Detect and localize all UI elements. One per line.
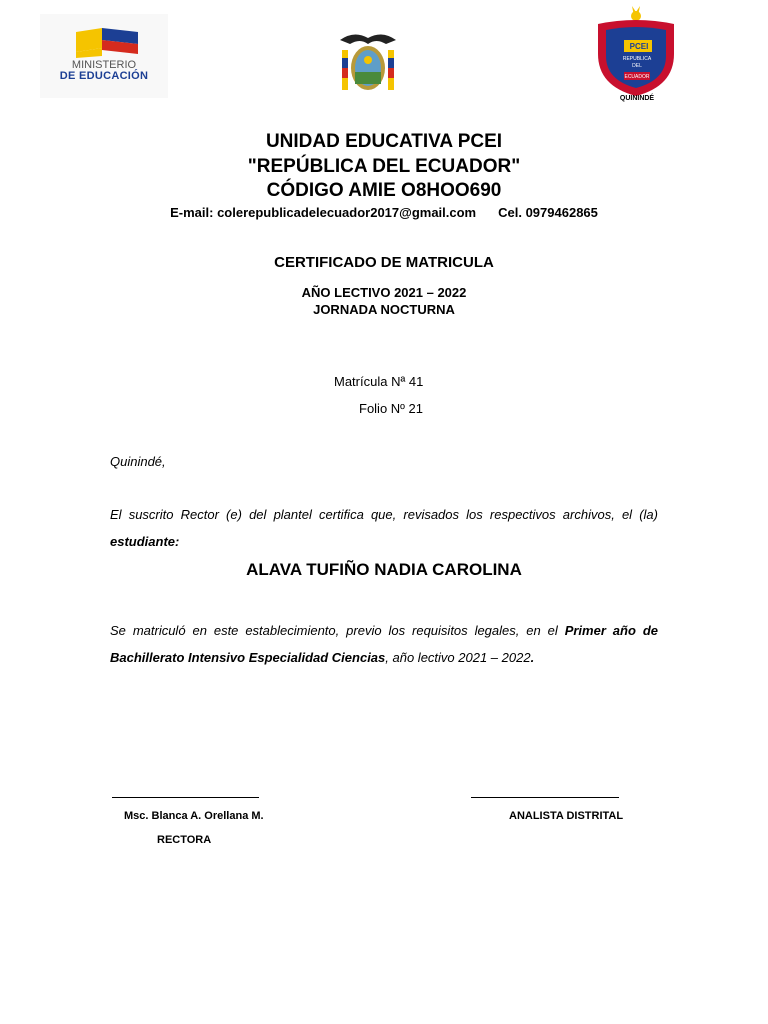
shift: JORNADA NOCTURNA bbox=[313, 302, 455, 317]
analyst-role: ANALISTA DISTRITAL bbox=[509, 810, 624, 822]
pcei-badge-sub3: ECUADOR bbox=[624, 74, 650, 80]
enrolled-prefix: Se matriculó en este establecimiento, previo los requisitos legales, en el bbox=[110, 623, 565, 638]
pcei-badge-sub2: DEL bbox=[632, 63, 642, 69]
school-name: UNIDAD EDUCATIVA PCEI bbox=[265, 131, 503, 152]
analyst-signature-line bbox=[471, 797, 619, 798]
ministerio-line1: MINISTERIO bbox=[71, 59, 137, 71]
certificate-title: CERTIFICADO DE MATRICULA bbox=[274, 254, 494, 271]
pcei-badge-label: PCEI bbox=[629, 42, 649, 51]
ministerio-flag-icon bbox=[40, 14, 168, 98]
pcei-badge-caption: QUININDÉ bbox=[619, 95, 655, 102]
enrolled-end: . bbox=[530, 650, 535, 665]
coat-of-arms-icon bbox=[336, 28, 400, 100]
amie-code: CÓDIGO AMIE O8HOO690 bbox=[266, 180, 502, 201]
intro-paragraph bbox=[110, 501, 658, 555]
enrolled-level: Primer año de Bachillerato Intensivo Especialidad Ciencias bbox=[110, 623, 659, 665]
rector-role: RECTORA bbox=[157, 834, 212, 846]
ministerio-line2: DE EDUCACIÓN bbox=[59, 70, 149, 82]
enrollment-paragraph bbox=[110, 617, 658, 671]
enrolled-suffix: , año lectivo 2021 – 2022 bbox=[385, 650, 531, 665]
student-name: ALAVA TUFIÑO NADIA CAROLINA bbox=[246, 560, 522, 579]
rector-signature-line bbox=[112, 797, 259, 798]
school-year: AÑO LECTIVO 2021 – 2022 bbox=[301, 285, 467, 300]
ministerio-educacion-logo bbox=[40, 14, 168, 98]
pcei-school-badge bbox=[588, 4, 686, 108]
school-subtitle: "REPÚBLICA DEL ECUADOR" bbox=[247, 156, 521, 177]
rector-name: Msc. Blanca A. Orellana M. bbox=[124, 810, 264, 822]
ecuador-coat-of-arms bbox=[336, 28, 400, 100]
folio-number: Folio Nº 21 bbox=[359, 401, 423, 416]
intro-end-text: estudiante: bbox=[110, 534, 180, 549]
enrollment-number: Matrícula Nª 41 bbox=[334, 374, 424, 389]
phone-text: Cel. 0979462865 bbox=[498, 205, 598, 220]
pcei-badge-sub1: REPUBLICA bbox=[622, 56, 652, 62]
city-line: Quinindé, bbox=[110, 454, 166, 469]
email-text: E-mail: colerepublicadelecuador2017@gmail.com bbox=[170, 205, 477, 220]
intro-text: El suscrito Rector (e) del plantel certifica que, revisados los respectivos archivos, el (la) bbox=[110, 507, 658, 522]
contact-line bbox=[0, 205, 768, 220]
